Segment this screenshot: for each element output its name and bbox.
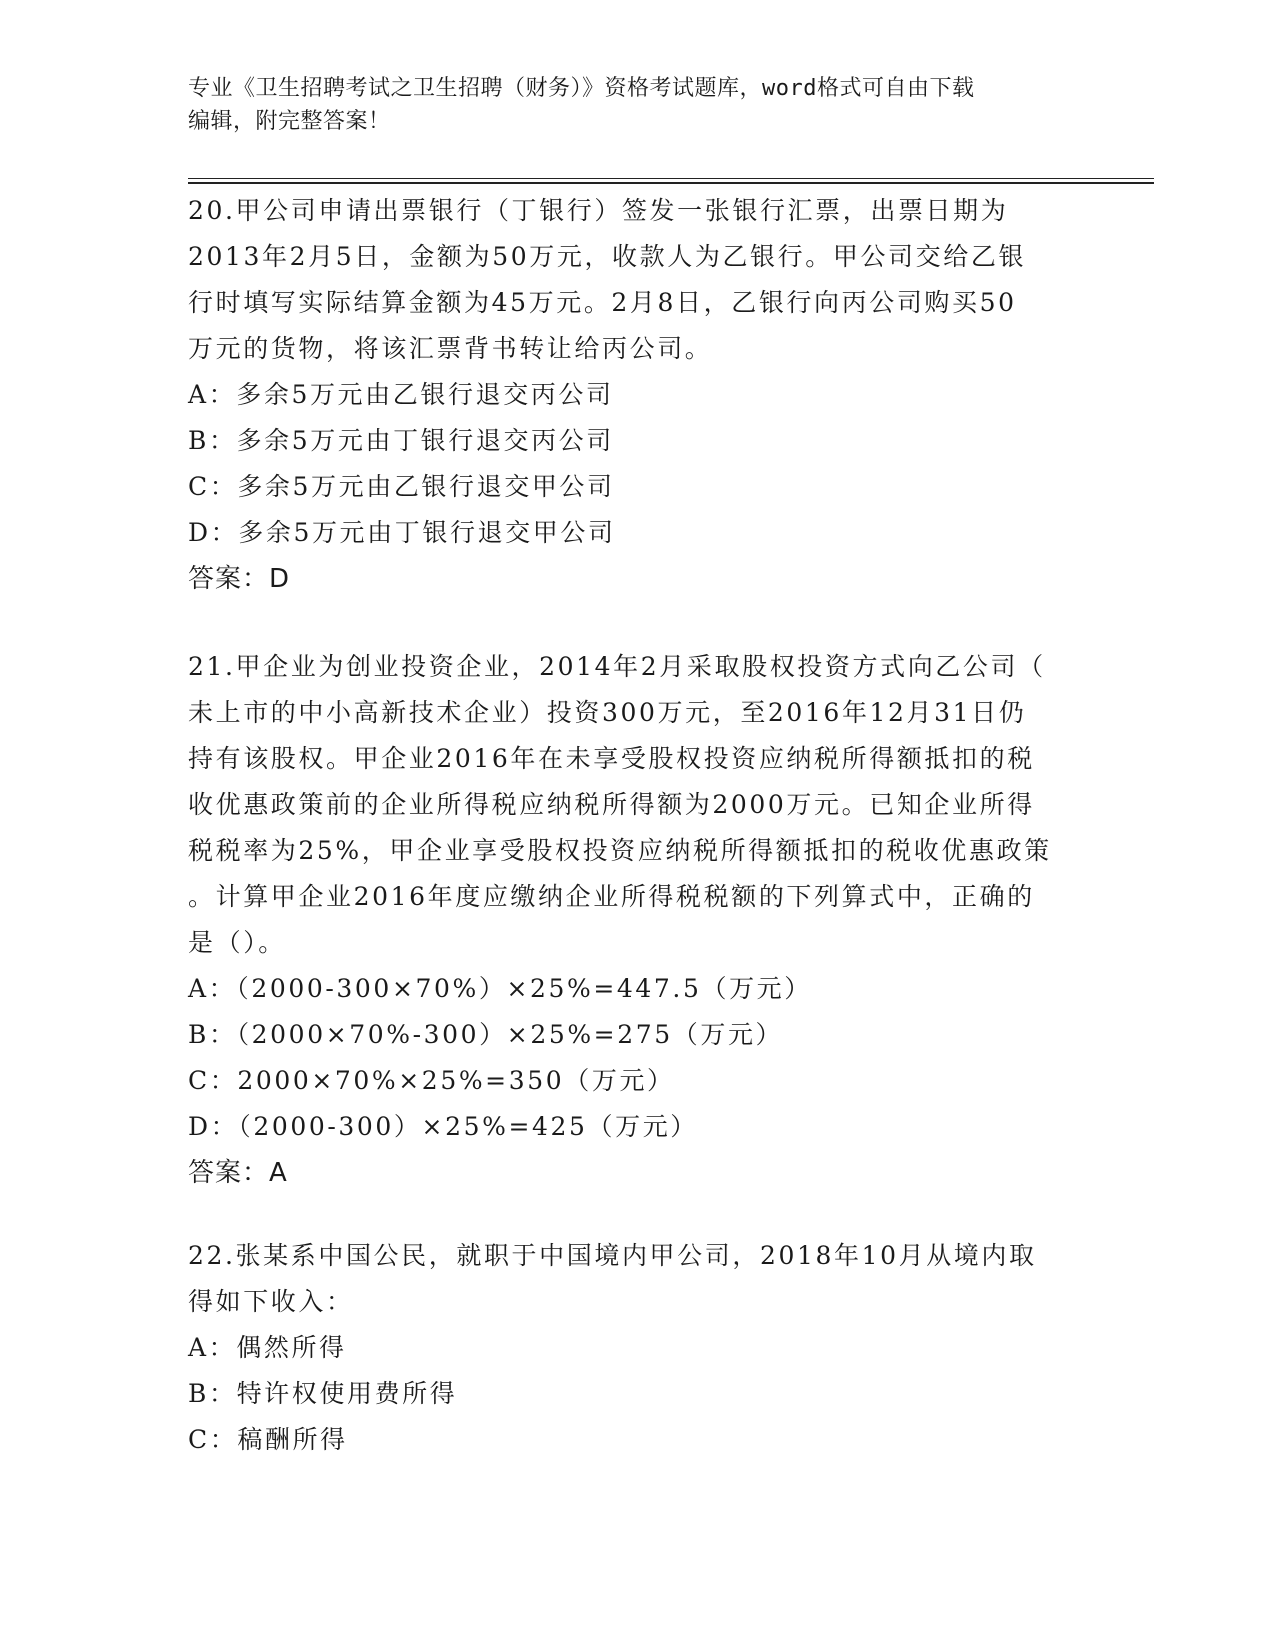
question-stem-line: 22.张某系中国公民，就职于中国境内甲公司，2018年10月从境内取 <box>188 1241 1037 1270</box>
question-stem-line: 未上市的中小高新技术企业）投资300万元，至2016年12月31日仍 <box>188 698 1027 727</box>
question-stem-line: 持有该股权。甲企业2016年在未享受股权投资应纳税所得额抵扣的税 <box>188 744 1035 773</box>
question-stem-line: 行时填写实际结算金额为45万元。2月8日，乙银行向丙公司购买50 <box>188 288 1017 317</box>
question-stem-line: 2013年2月5日，金额为50万元，收款人为乙银行。甲公司交给乙银 <box>188 242 1027 271</box>
question-stem-line: 万元的货物，将该汇票背书转让给丙公司。 <box>188 334 713 363</box>
question-stem-line: 税税率为25%，甲企业享受股权投资应纳税所得额抵扣的税收优惠政策 <box>188 836 1052 865</box>
option-a: A：偶然所得 <box>188 1333 347 1362</box>
question-stem-line: 是（）。 <box>188 928 286 957</box>
question-stem-line: 得如下收入： <box>188 1287 354 1316</box>
answer-line: 答案：D <box>188 564 291 594</box>
option-b: B：（2000×70%-300）×25%=275（万元） <box>188 1020 784 1049</box>
option-a: A：（2000-300×70%）×25%=447.5（万元） <box>188 974 812 1003</box>
question-21 <box>188 644 1088 1196</box>
option-a: A：多余5万元由乙银行退交丙公司 <box>188 380 614 409</box>
question-stem-line: 21.甲企业为创业投资企业，2014年2月采取股权投资方式向乙公司（ <box>188 652 1046 681</box>
option-c: C：稿酬所得 <box>188 1425 348 1454</box>
option-c: C：2000×70%×25%=350（万元） <box>188 1066 675 1095</box>
question-20 <box>188 188 1088 602</box>
option-b: B：特许权使用费所得 <box>188 1379 458 1408</box>
header-line: 编辑，附完整答案！ <box>188 109 391 134</box>
answer-line: 答案：A <box>188 1158 288 1188</box>
option-c: C：多余5万元由乙银行退交甲公司 <box>188 472 615 501</box>
question-stem-line: 20.甲公司申请出票银行（丁银行）签发一张银行汇票，出票日期为 <box>188 196 1009 225</box>
question-22 <box>188 1233 1088 1463</box>
question-stem-line: 收优惠政策前的企业所得税应纳税所得额为2000万元。已知企业所得 <box>188 790 1035 819</box>
option-d: D：多余5万元由丁银行退交甲公司 <box>188 518 616 547</box>
option-d: D：（2000-300）×25%=425（万元） <box>188 1112 698 1141</box>
document-header <box>188 72 1088 138</box>
header-divider-thick <box>188 182 1154 184</box>
option-b: B：多余5万元由丁银行退交丙公司 <box>188 426 614 455</box>
header-divider-thin <box>188 178 1154 179</box>
question-stem-line: 。计算甲企业2016年度应缴纳企业所得税税额的下列算式中，正确的 <box>188 882 1035 911</box>
header-line: 专业《卫生招聘考试之卫生招聘（财务）》资格考试题库，word格式可自由下载 <box>188 76 975 101</box>
